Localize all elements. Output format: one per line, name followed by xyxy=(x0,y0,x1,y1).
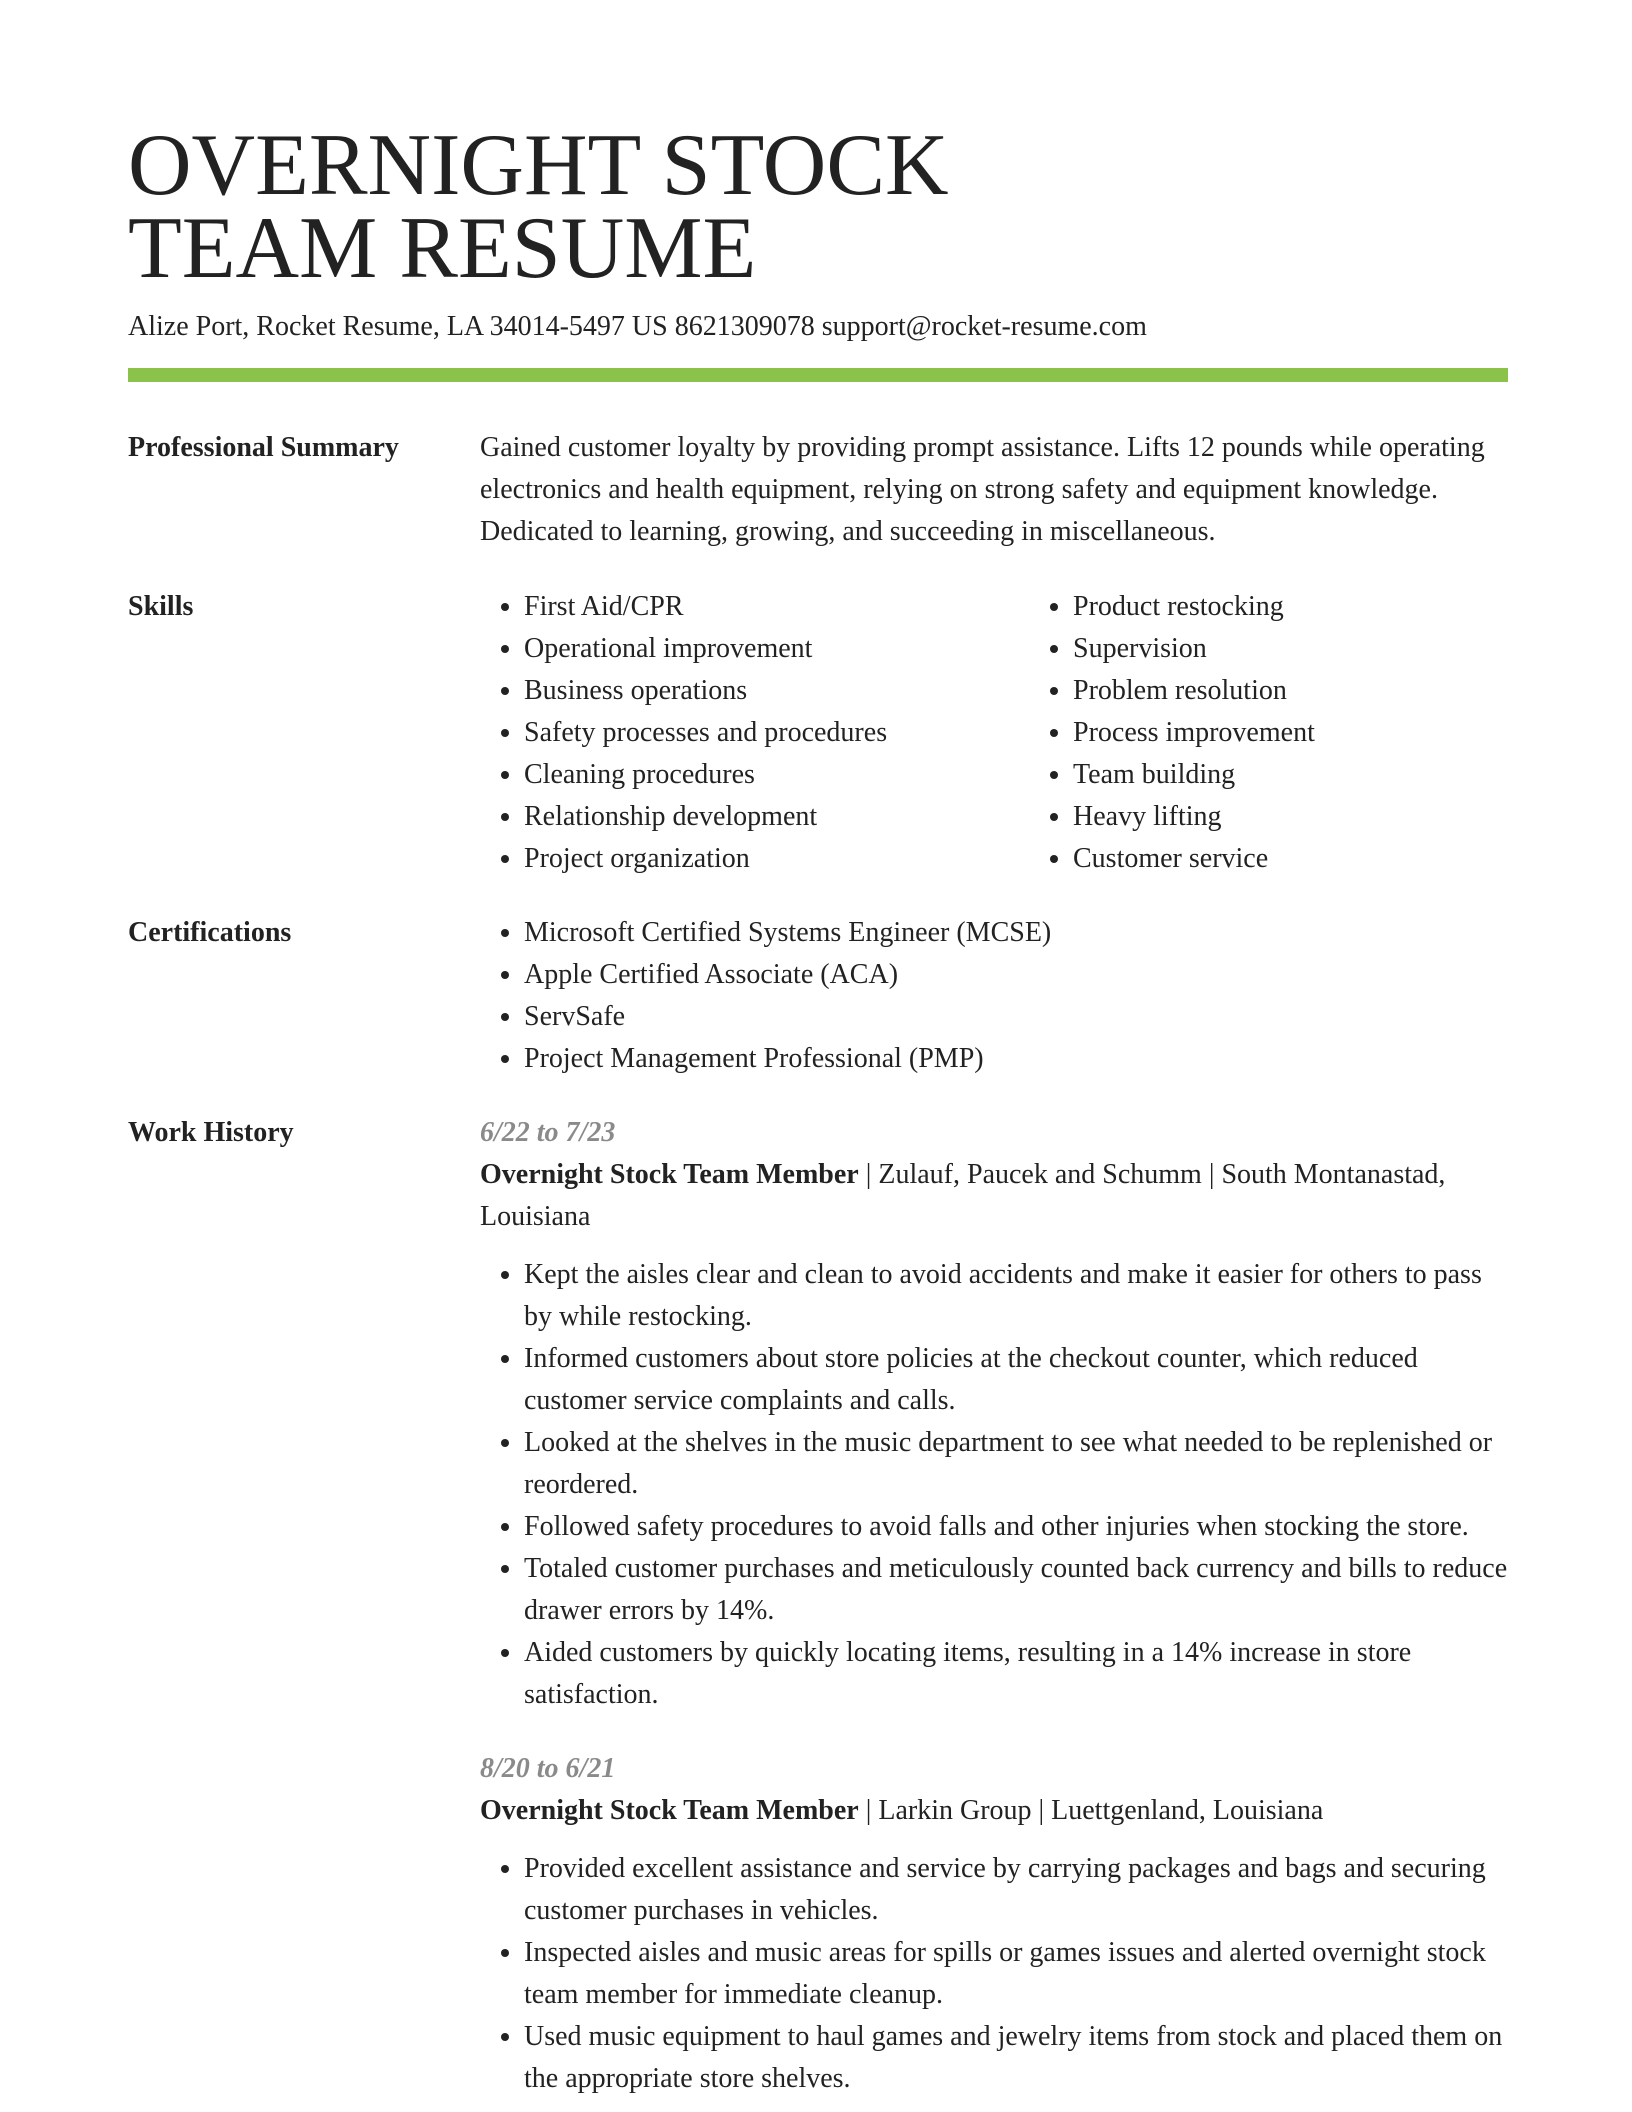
accent-divider xyxy=(128,368,1508,382)
skills-list-left xyxy=(480,586,1029,880)
certifications-body xyxy=(480,912,1508,1080)
job-bullet: • Used music equipment to haul games and jewelry items from stock and placed them on the appropriate store shelves. xyxy=(524,2016,1508,2100)
skill-item: • Relationship development xyxy=(524,796,1029,838)
job-header xyxy=(480,1154,1508,1238)
skills-list-right xyxy=(1029,586,1315,880)
job-entry xyxy=(480,1112,1508,1716)
job-employer-location: | Zulauf, Paucek and Schumm | South Montanastad, Louisiana xyxy=(480,1159,1446,1232)
skill-item: • Customer service xyxy=(1073,838,1315,880)
resume-title-line-2: TEAM RESUME xyxy=(128,200,757,297)
skill-item: • Problem resolution xyxy=(1073,670,1315,712)
job-bullet: • Inspected aisles and music areas for spills or games issues and alerted overnight stock team member for immediate cleanup. xyxy=(524,1932,1508,2016)
skill-item: • Operational improvement xyxy=(524,628,1029,670)
certification-item: • Project Management Professional (PMP) xyxy=(524,1038,1508,1080)
certifications-heading: Certifications xyxy=(128,917,292,948)
job-bullet: • Looked at the shelves in the music department to see what needed to be replenished or reordered. xyxy=(524,1422,1508,1506)
certifications-section xyxy=(128,912,1508,1080)
job-header xyxy=(480,1790,1508,1832)
skill-item: • Safety processes and procedures xyxy=(524,712,1029,754)
resume-title xyxy=(128,117,1504,297)
skill-item: • Product restocking xyxy=(1073,586,1315,628)
skills-columns xyxy=(480,586,1508,880)
job-dates: 6/22 to 7/23 xyxy=(480,1117,616,1148)
skill-item: • Project organization xyxy=(524,838,1029,880)
summary-heading: Professional Summary xyxy=(128,432,399,463)
job-title: Overnight Stock Team Member xyxy=(480,1159,859,1190)
job-title: Overnight Stock Team Member xyxy=(480,1795,859,1826)
job-bullet: • Informed customers about store policies at the checkout counter, which reduced customer service complaints and calls. xyxy=(524,1338,1508,1422)
skills-heading: Skills xyxy=(128,591,194,622)
skill-item: • Team building xyxy=(1073,754,1315,796)
work-history-body xyxy=(480,1112,1508,2100)
job-bullets xyxy=(480,1848,1508,2100)
skill-item: • Process improvement xyxy=(1073,712,1315,754)
skill-item: • Cleaning procedures xyxy=(524,754,1029,796)
job-entry xyxy=(480,1748,1508,2100)
skill-item: • First Aid/CPR xyxy=(524,586,1029,628)
job-bullet: • Aided customers by quickly locating items, resulting in a 14% increase in store satisfaction. xyxy=(524,1632,1508,1716)
work-history-heading: Work History xyxy=(128,1117,294,1148)
skills-section xyxy=(128,586,1508,880)
skill-item: • Business operations xyxy=(524,670,1029,712)
job-bullet: • Followed safety procedures to avoid falls and other injuries when stocking the store. xyxy=(524,1506,1508,1548)
job-bullet: • Totaled customer purchases and meticulously counted back currency and bills to reduce drawer errors by 14%. xyxy=(524,1548,1508,1632)
job-bullet: • Provided excellent assistance and service by carrying packages and bags and securing customer purchases in vehicles. xyxy=(524,1848,1508,1932)
skill-item: • Supervision xyxy=(1073,628,1315,670)
summary-text: Gained customer loyalty by providing prompt assistance. Lifts 12 pounds while operating electronics and health equipment, relying on strong safety and equipment knowledge. Dedicated to learning, growing, and succeeding in miscellaneous. xyxy=(480,432,1485,547)
job-bullet: • Kept the aisles clear and clean to avoid accidents and make it easier for others to pass by while restocking. xyxy=(524,1254,1508,1338)
summary-section xyxy=(128,427,1508,553)
job-bullets xyxy=(480,1254,1508,1716)
certification-item: • Apple Certified Associate (ACA) xyxy=(524,954,1508,996)
certification-item: • Microsoft Certified Systems Engineer (MCSE) xyxy=(524,912,1508,954)
resume-title-line-1: OVERNIGHT STOCK xyxy=(128,117,949,214)
skill-item: • Heavy lifting xyxy=(1073,796,1315,838)
certifications-list xyxy=(480,912,1508,1080)
job-employer-location: | Larkin Group | Luettgenland, Louisiana xyxy=(858,1795,1324,1826)
contact-info: Alize Port, Rocket Resume, LA 34014-5497 US 8621309078 support@rocket-resume.com xyxy=(128,311,1147,342)
certification-item: • ServSafe xyxy=(524,996,1508,1038)
work-history-section xyxy=(128,1112,1508,2100)
job-dates: 8/20 to 6/21 xyxy=(480,1753,616,1784)
